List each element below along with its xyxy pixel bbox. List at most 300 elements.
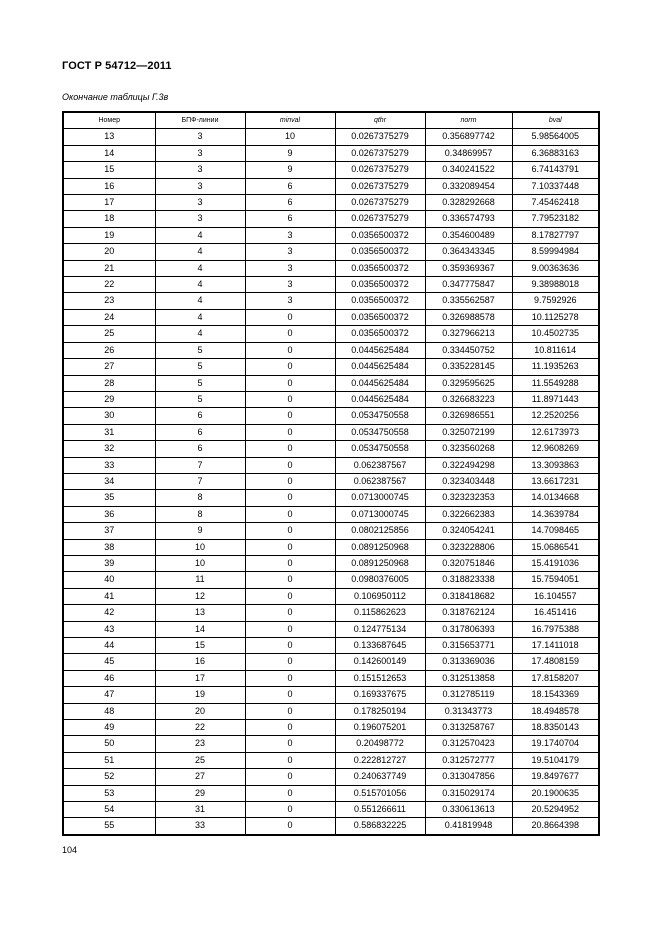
table-row	[63, 342, 599, 358]
cell-qthr: 0.0891250968	[335, 539, 425, 555]
cell-qthr: 0.115862623	[335, 605, 425, 621]
table-row	[63, 244, 599, 260]
cell-bval: 15.7594051	[512, 572, 599, 588]
cell-bval: 10.4502735	[512, 326, 599, 342]
table-row	[63, 555, 599, 571]
cell-number: 21	[63, 260, 155, 276]
cell-fft-lines: 3	[155, 162, 245, 178]
cell-norm: 0.364343345	[425, 244, 512, 260]
cell-norm: 0.312572777	[425, 752, 512, 768]
cell-fft-lines: 7	[155, 473, 245, 489]
cell-norm: 0.340241522	[425, 162, 512, 178]
cell-minval: 0	[245, 309, 335, 325]
cell-number: 49	[63, 720, 155, 736]
cell-fft-lines: 22	[155, 720, 245, 736]
cell-bval: 19.1740704	[512, 736, 599, 752]
cell-minval: 0	[245, 490, 335, 506]
cell-minval: 0	[245, 506, 335, 522]
cell-number: 19	[63, 227, 155, 243]
cell-number: 24	[63, 309, 155, 325]
cell-qthr: 0.0445625484	[335, 375, 425, 391]
table-row	[63, 375, 599, 391]
cell-bval: 5.98564005	[512, 129, 599, 145]
cell-norm: 0.347775847	[425, 277, 512, 293]
table-row	[63, 326, 599, 342]
cell-qthr: 0.062387567	[335, 457, 425, 473]
cell-norm: 0.325072199	[425, 424, 512, 440]
cell-qthr: 0.0356500372	[335, 293, 425, 309]
cell-qthr: 0.0356500372	[335, 326, 425, 342]
cell-qthr: 0.0534750558	[335, 441, 425, 457]
cell-bval: 19.8497677	[512, 769, 599, 785]
cell-fft-lines: 3	[155, 145, 245, 161]
cell-qthr: 0.0267375279	[335, 195, 425, 211]
table-header-row	[63, 112, 599, 129]
cell-fft-lines: 3	[155, 129, 245, 145]
cell-minval: 3	[245, 244, 335, 260]
cell-fft-lines: 5	[155, 391, 245, 407]
table-row	[63, 687, 599, 703]
cell-norm: 0.315029174	[425, 785, 512, 801]
cell-fft-lines: 11	[155, 572, 245, 588]
cell-number: 51	[63, 752, 155, 768]
table-row	[63, 638, 599, 654]
cell-norm: 0.312785119	[425, 687, 512, 703]
table-row	[63, 752, 599, 768]
cell-bval: 15.4191036	[512, 555, 599, 571]
cell-minval: 3	[245, 277, 335, 293]
cell-number: 33	[63, 457, 155, 473]
cell-norm: 0.320751846	[425, 555, 512, 571]
cell-norm: 0.313047856	[425, 769, 512, 785]
cell-number: 35	[63, 490, 155, 506]
cell-number: 18	[63, 211, 155, 227]
cell-norm: 0.330613613	[425, 802, 512, 818]
cell-fft-lines: 31	[155, 802, 245, 818]
cell-qthr: 0.0713000745	[335, 490, 425, 506]
cell-minval: 0	[245, 424, 335, 440]
cell-bval: 16.104557	[512, 588, 599, 604]
cell-minval: 0	[245, 572, 335, 588]
cell-number: 26	[63, 342, 155, 358]
cell-qthr: 0.0356500372	[335, 227, 425, 243]
cell-bval: 16.451416	[512, 605, 599, 621]
cell-bval: 19.5104179	[512, 752, 599, 768]
cell-bval: 17.8158207	[512, 670, 599, 686]
cell-fft-lines: 10	[155, 539, 245, 555]
table-row	[63, 457, 599, 473]
cell-fft-lines: 25	[155, 752, 245, 768]
table-row	[63, 408, 599, 424]
table-row	[63, 441, 599, 457]
cell-qthr: 0.0267375279	[335, 211, 425, 227]
cell-qthr: 0.515701056	[335, 785, 425, 801]
document-title: ГОСТ Р 54712—2011	[62, 60, 172, 72]
cell-bval: 10.811614	[512, 342, 599, 358]
cell-norm: 0.326683223	[425, 391, 512, 407]
cell-number: 38	[63, 539, 155, 555]
cell-fft-lines: 20	[155, 703, 245, 719]
cell-minval: 0	[245, 720, 335, 736]
column-header-minval: minval	[245, 112, 335, 129]
cell-fft-lines: 4	[155, 277, 245, 293]
cell-fft-lines: 7	[155, 457, 245, 473]
cell-minval: 0	[245, 736, 335, 752]
table-row	[63, 588, 599, 604]
cell-bval: 7.10337448	[512, 178, 599, 194]
cell-fft-lines: 16	[155, 654, 245, 670]
cell-number: 17	[63, 195, 155, 211]
cell-minval: 0	[245, 523, 335, 539]
cell-qthr: 0.0534750558	[335, 424, 425, 440]
table-row	[63, 769, 599, 785]
table-row	[63, 572, 599, 588]
cell-norm: 0.322662383	[425, 506, 512, 522]
cell-norm: 0.318823338	[425, 572, 512, 588]
table-row	[63, 490, 599, 506]
cell-qthr: 0.0802125856	[335, 523, 425, 539]
table-row	[63, 211, 599, 227]
cell-qthr: 0.0267375279	[335, 178, 425, 194]
table-caption: Окончание таблицы Г.3в	[62, 92, 169, 102]
cell-bval: 11.1935263	[512, 359, 599, 375]
cell-fft-lines: 17	[155, 670, 245, 686]
cell-fft-lines: 8	[155, 490, 245, 506]
column-header-norm: norm	[425, 112, 512, 129]
table-row	[63, 391, 599, 407]
cell-number: 13	[63, 129, 155, 145]
cell-fft-lines: 23	[155, 736, 245, 752]
cell-bval: 12.6173973	[512, 424, 599, 440]
cell-bval: 18.8350143	[512, 720, 599, 736]
cell-fft-lines: 8	[155, 506, 245, 522]
table-row	[63, 605, 599, 621]
column-header-bval: bval	[512, 112, 599, 129]
cell-norm: 0.315653771	[425, 638, 512, 654]
table-row	[63, 703, 599, 719]
cell-bval: 13.3093863	[512, 457, 599, 473]
cell-qthr: 0.0445625484	[335, 342, 425, 358]
cell-qthr: 0.142600149	[335, 654, 425, 670]
cell-number: 34	[63, 473, 155, 489]
table-row	[63, 720, 599, 736]
cell-minval: 0	[245, 391, 335, 407]
cell-norm: 0.327966213	[425, 326, 512, 342]
column-header-fft-lines: БПФ-линии	[155, 112, 245, 129]
cell-minval: 0	[245, 654, 335, 670]
data-table	[62, 111, 600, 836]
cell-qthr: 0.124775134	[335, 621, 425, 637]
cell-number: 47	[63, 687, 155, 703]
cell-number: 52	[63, 769, 155, 785]
cell-number: 20	[63, 244, 155, 260]
cell-number: 14	[63, 145, 155, 161]
cell-minval: 0	[245, 441, 335, 457]
cell-number: 53	[63, 785, 155, 801]
table-row	[63, 523, 599, 539]
column-header-qthr: qthr	[335, 112, 425, 129]
cell-qthr: 0.0356500372	[335, 244, 425, 260]
cell-number: 44	[63, 638, 155, 654]
cell-number: 39	[63, 555, 155, 571]
cell-fft-lines: 27	[155, 769, 245, 785]
cell-qthr: 0.169337675	[335, 687, 425, 703]
cell-qthr: 0.0267375279	[335, 145, 425, 161]
cell-bval: 12.9608269	[512, 441, 599, 457]
cell-norm: 0.326986551	[425, 408, 512, 424]
cell-minval: 0	[245, 375, 335, 391]
cell-number: 55	[63, 818, 155, 835]
cell-bval: 18.4948578	[512, 703, 599, 719]
cell-fft-lines: 4	[155, 326, 245, 342]
cell-minval: 0	[245, 752, 335, 768]
cell-minval: 9	[245, 162, 335, 178]
cell-minval: 3	[245, 227, 335, 243]
cell-norm: 0.359369367	[425, 260, 512, 276]
cell-qthr: 0.0891250968	[335, 555, 425, 571]
cell-bval: 9.38988018	[512, 277, 599, 293]
cell-minval: 10	[245, 129, 335, 145]
cell-minval: 0	[245, 785, 335, 801]
cell-norm: 0.324054241	[425, 523, 512, 539]
cell-norm: 0.329595625	[425, 375, 512, 391]
table-row	[63, 621, 599, 637]
cell-norm: 0.318418682	[425, 588, 512, 604]
cell-bval: 13.6617231	[512, 473, 599, 489]
cell-norm: 0.356897742	[425, 129, 512, 145]
cell-norm: 0.335562587	[425, 293, 512, 309]
cell-fft-lines: 19	[155, 687, 245, 703]
cell-bval: 7.45462418	[512, 195, 599, 211]
cell-number: 15	[63, 162, 155, 178]
cell-number: 45	[63, 654, 155, 670]
cell-minval: 0	[245, 359, 335, 375]
cell-number: 40	[63, 572, 155, 588]
cell-qthr: 0.151512653	[335, 670, 425, 686]
table-row	[63, 260, 599, 276]
cell-qthr: 0.0445625484	[335, 391, 425, 407]
cell-minval: 9	[245, 145, 335, 161]
cell-bval: 14.0134668	[512, 490, 599, 506]
cell-number: 41	[63, 588, 155, 604]
cell-fft-lines: 5	[155, 359, 245, 375]
cell-minval: 0	[245, 605, 335, 621]
table-row	[63, 654, 599, 670]
table-row	[63, 736, 599, 752]
cell-norm: 0.312570423	[425, 736, 512, 752]
cell-bval: 8.17827797	[512, 227, 599, 243]
page-number: 104	[62, 845, 78, 855]
cell-number: 36	[63, 506, 155, 522]
cell-fft-lines: 12	[155, 588, 245, 604]
cell-norm: 0.323403448	[425, 473, 512, 489]
cell-fft-lines: 5	[155, 342, 245, 358]
cell-fft-lines: 3	[155, 211, 245, 227]
cell-minval: 6	[245, 211, 335, 227]
table-row	[63, 424, 599, 440]
cell-number: 46	[63, 670, 155, 686]
cell-bval: 7.79523182	[512, 211, 599, 227]
cell-qthr: 0.0713000745	[335, 506, 425, 522]
cell-qthr: 0.222812727	[335, 752, 425, 768]
cell-qthr: 0.106950112	[335, 588, 425, 604]
cell-bval: 11.5549288	[512, 375, 599, 391]
cell-bval: 20.5294952	[512, 802, 599, 818]
cell-fft-lines: 4	[155, 309, 245, 325]
cell-norm: 0.34869957	[425, 145, 512, 161]
cell-norm: 0.313369036	[425, 654, 512, 670]
cell-norm: 0.335228145	[425, 359, 512, 375]
cell-minval: 0	[245, 408, 335, 424]
table-row	[63, 785, 599, 801]
table-row	[63, 145, 599, 161]
cell-minval: 0	[245, 703, 335, 719]
cell-norm: 0.336574793	[425, 211, 512, 227]
cell-fft-lines: 3	[155, 178, 245, 194]
cell-number: 16	[63, 178, 155, 194]
cell-minval: 3	[245, 293, 335, 309]
cell-fft-lines: 13	[155, 605, 245, 621]
cell-norm: 0.323228806	[425, 539, 512, 555]
table-row	[63, 293, 599, 309]
cell-minval: 0	[245, 457, 335, 473]
cell-bval: 12.2520256	[512, 408, 599, 424]
table-row	[63, 309, 599, 325]
cell-fft-lines: 4	[155, 227, 245, 243]
cell-bval: 17.4808159	[512, 654, 599, 670]
cell-minval: 3	[245, 260, 335, 276]
cell-minval: 0	[245, 621, 335, 637]
table-row	[63, 539, 599, 555]
cell-fft-lines: 4	[155, 293, 245, 309]
cell-fft-lines: 4	[155, 260, 245, 276]
cell-bval: 9.7592926	[512, 293, 599, 309]
cell-number: 27	[63, 359, 155, 375]
cell-minval: 0	[245, 588, 335, 604]
cell-number: 32	[63, 441, 155, 457]
cell-number: 50	[63, 736, 155, 752]
cell-number: 30	[63, 408, 155, 424]
table-row	[63, 506, 599, 522]
cell-minval: 0	[245, 473, 335, 489]
cell-fft-lines: 3	[155, 195, 245, 211]
cell-minval: 6	[245, 178, 335, 194]
table-row	[63, 129, 599, 145]
table-row	[63, 359, 599, 375]
table-row	[63, 195, 599, 211]
cell-norm: 0.312513858	[425, 670, 512, 686]
cell-norm: 0.354600489	[425, 227, 512, 243]
cell-number: 48	[63, 703, 155, 719]
cell-minval: 0	[245, 769, 335, 785]
cell-minval: 6	[245, 195, 335, 211]
table-row	[63, 162, 599, 178]
cell-qthr: 0.0356500372	[335, 309, 425, 325]
cell-minval: 0	[245, 802, 335, 818]
cell-fft-lines: 15	[155, 638, 245, 654]
cell-fft-lines: 5	[155, 375, 245, 391]
cell-fft-lines: 9	[155, 523, 245, 539]
cell-norm: 0.332089454	[425, 178, 512, 194]
cell-qthr: 0.0445625484	[335, 359, 425, 375]
table-row	[63, 178, 599, 194]
cell-bval: 14.3639784	[512, 506, 599, 522]
cell-bval: 16.7975388	[512, 621, 599, 637]
cell-qthr: 0.0356500372	[335, 277, 425, 293]
cell-number: 37	[63, 523, 155, 539]
cell-bval: 6.74143791	[512, 162, 599, 178]
cell-number: 22	[63, 277, 155, 293]
table-body	[63, 129, 599, 835]
table-row	[63, 473, 599, 489]
cell-bval: 14.7098465	[512, 523, 599, 539]
cell-fft-lines: 14	[155, 621, 245, 637]
cell-norm: 0.318762124	[425, 605, 512, 621]
cell-bval: 18.1543369	[512, 687, 599, 703]
table-row	[63, 670, 599, 686]
column-header-number: Номер	[63, 112, 155, 129]
cell-bval: 15.0686541	[512, 539, 599, 555]
cell-number: 29	[63, 391, 155, 407]
cell-number: 28	[63, 375, 155, 391]
cell-norm: 0.323560268	[425, 441, 512, 457]
cell-number: 42	[63, 605, 155, 621]
cell-qthr: 0.0356500372	[335, 260, 425, 276]
table-row	[63, 277, 599, 293]
cell-fft-lines: 6	[155, 441, 245, 457]
cell-bval: 20.1900635	[512, 785, 599, 801]
cell-bval: 17.1411018	[512, 638, 599, 654]
cell-qthr: 0.062387567	[335, 473, 425, 489]
cell-norm: 0.334450752	[425, 342, 512, 358]
cell-fft-lines: 10	[155, 555, 245, 571]
cell-qthr: 0.0534750558	[335, 408, 425, 424]
cell-minval: 0	[245, 638, 335, 654]
table-row	[63, 802, 599, 818]
cell-number: 25	[63, 326, 155, 342]
cell-bval: 8.59994984	[512, 244, 599, 260]
cell-minval: 0	[245, 539, 335, 555]
cell-qthr: 0.0980376005	[335, 572, 425, 588]
cell-fft-lines: 29	[155, 785, 245, 801]
cell-fft-lines: 6	[155, 408, 245, 424]
cell-minval: 0	[245, 326, 335, 342]
cell-norm: 0.31343773	[425, 703, 512, 719]
cell-minval: 0	[245, 342, 335, 358]
cell-norm: 0.328292668	[425, 195, 512, 211]
cell-norm: 0.313258767	[425, 720, 512, 736]
cell-qthr: 0.240637749	[335, 769, 425, 785]
cell-norm: 0.317806393	[425, 621, 512, 637]
cell-norm: 0.322494298	[425, 457, 512, 473]
cell-minval: 0	[245, 818, 335, 835]
cell-norm: 0.41819948	[425, 818, 512, 835]
cell-qthr: 0.0267375279	[335, 129, 425, 145]
cell-fft-lines: 4	[155, 244, 245, 260]
cell-bval: 10.1125278	[512, 309, 599, 325]
cell-qthr: 0.133687645	[335, 638, 425, 654]
cell-qthr: 0.551266611	[335, 802, 425, 818]
cell-minval: 0	[245, 687, 335, 703]
cell-bval: 20.8664398	[512, 818, 599, 835]
cell-qthr: 0.196075201	[335, 720, 425, 736]
table-row	[63, 227, 599, 243]
cell-qthr: 0.178250194	[335, 703, 425, 719]
cell-number: 43	[63, 621, 155, 637]
cell-number: 23	[63, 293, 155, 309]
cell-bval: 9.00363636	[512, 260, 599, 276]
cell-qthr: 0.20498772	[335, 736, 425, 752]
